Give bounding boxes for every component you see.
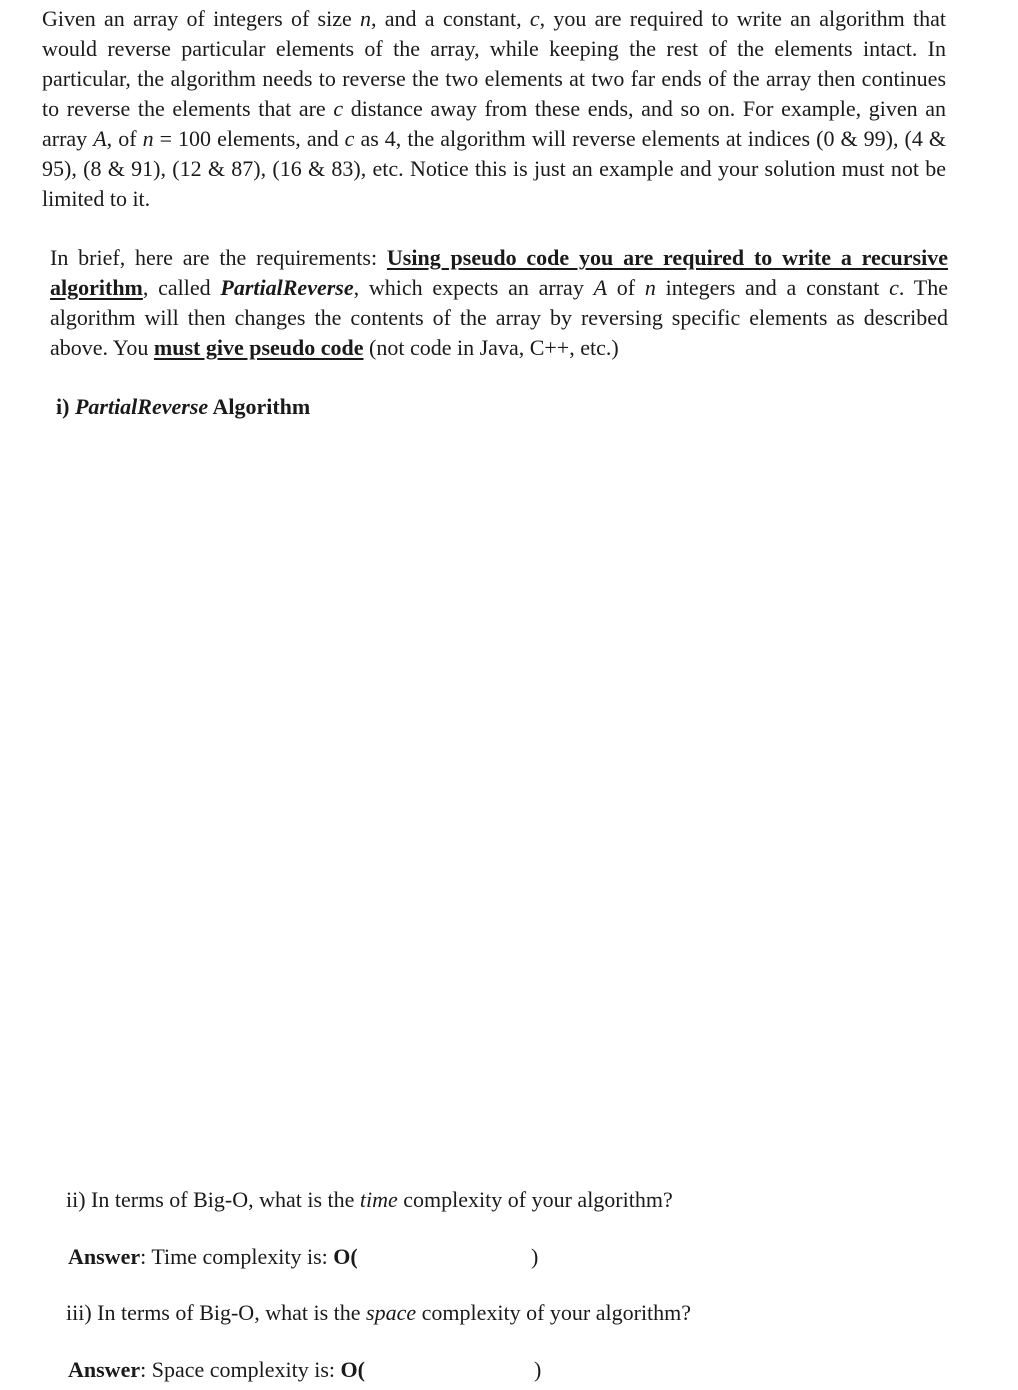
part-ii-question <box>66 1186 673 1214</box>
big-o-open: O( <box>340 1357 365 1382</box>
requirements-text: (not code in Java, C++, etc.) <box>363 335 619 360</box>
requirements-text: In brief, here are the requirements: <box>50 245 387 270</box>
part-i-number: i) <box>56 394 75 419</box>
intro-text: , and a constant, <box>371 6 530 31</box>
intro-text: = 100 elements, and <box>153 126 345 151</box>
requirements-paragraph <box>50 243 948 363</box>
part-i-heading <box>56 393 310 421</box>
part-i-title: Algorithm <box>208 394 311 419</box>
intro-text: Given an array of integers of size <box>42 6 361 31</box>
requirements-text: , called <box>142 275 221 300</box>
var-c: c <box>529 6 540 31</box>
intro-text: distance away from these ends, and so on. For example, given an array <box>42 96 946 151</box>
answer-label: Answer <box>68 1244 141 1269</box>
question-emphasis: space <box>366 1300 417 1325</box>
var-n: n <box>360 6 372 31</box>
part-iii-question <box>66 1299 691 1327</box>
requirement-emphasis: Using pseudo code you are required to write a recursive algorithm <box>50 245 949 300</box>
intro-text: , of <box>106 126 143 151</box>
big-o-close: ) <box>531 1244 539 1269</box>
requirements-text: of <box>607 275 645 300</box>
var-c: c <box>889 275 899 300</box>
space-complexity-answer <box>68 1356 365 1384</box>
question-text: ii) In terms of Big-O, what is the <box>66 1187 360 1212</box>
var-n: n <box>644 275 656 300</box>
question-text: complexity of your algorithm? <box>397 1187 673 1212</box>
answer-label: Answer <box>68 1357 141 1382</box>
requirements-text: . The algorithm will then changes the contents of the array by reversing specific elements as described above. You <box>50 275 948 360</box>
time-complexity-answer <box>68 1243 358 1271</box>
answer-text: : Space complexity is: <box>140 1357 341 1382</box>
question-text: iii) In terms of Big-O, what is the <box>66 1300 367 1325</box>
requirement-emphasis: must give pseudo code <box>153 335 364 360</box>
big-o-close: ) <box>534 1357 542 1382</box>
var-n: n <box>142 126 154 151</box>
big-o-open: O( <box>333 1244 358 1269</box>
problem-description <box>42 4 946 214</box>
intro-text: as 4, the algorithm will reverse elements at indices (0 & 99), (4 & 95), (8 & 91), (12 & 87), (16 & 83), etc. Notice this is just an example and your solution must not be limited to it. <box>42 126 946 211</box>
algorithm-name: PartialReverse <box>220 275 354 300</box>
algorithm-name: PartialReverse <box>74 394 209 419</box>
intro-text: , you are required to write an algorithm that would reverse particular elements of the array, while keeping the rest of the elements intact. In particular, the algorithm needs to reverse the two elements at two far ends of the array then continues to reverse the elements that are <box>42 6 946 121</box>
var-a: A <box>593 275 608 300</box>
question-text: complexity of your algorithm? <box>416 1300 692 1325</box>
var-c: c <box>333 96 344 121</box>
answer-text: : Time complexity is: <box>140 1244 334 1269</box>
question-emphasis: time <box>359 1187 398 1212</box>
var-a: A <box>93 126 107 151</box>
var-c: c <box>344 126 355 151</box>
answer-space-algorithm[interactable] <box>56 430 946 1170</box>
requirements-text: , which expects an array <box>353 275 594 300</box>
requirements-text: integers and a constant <box>655 275 890 300</box>
